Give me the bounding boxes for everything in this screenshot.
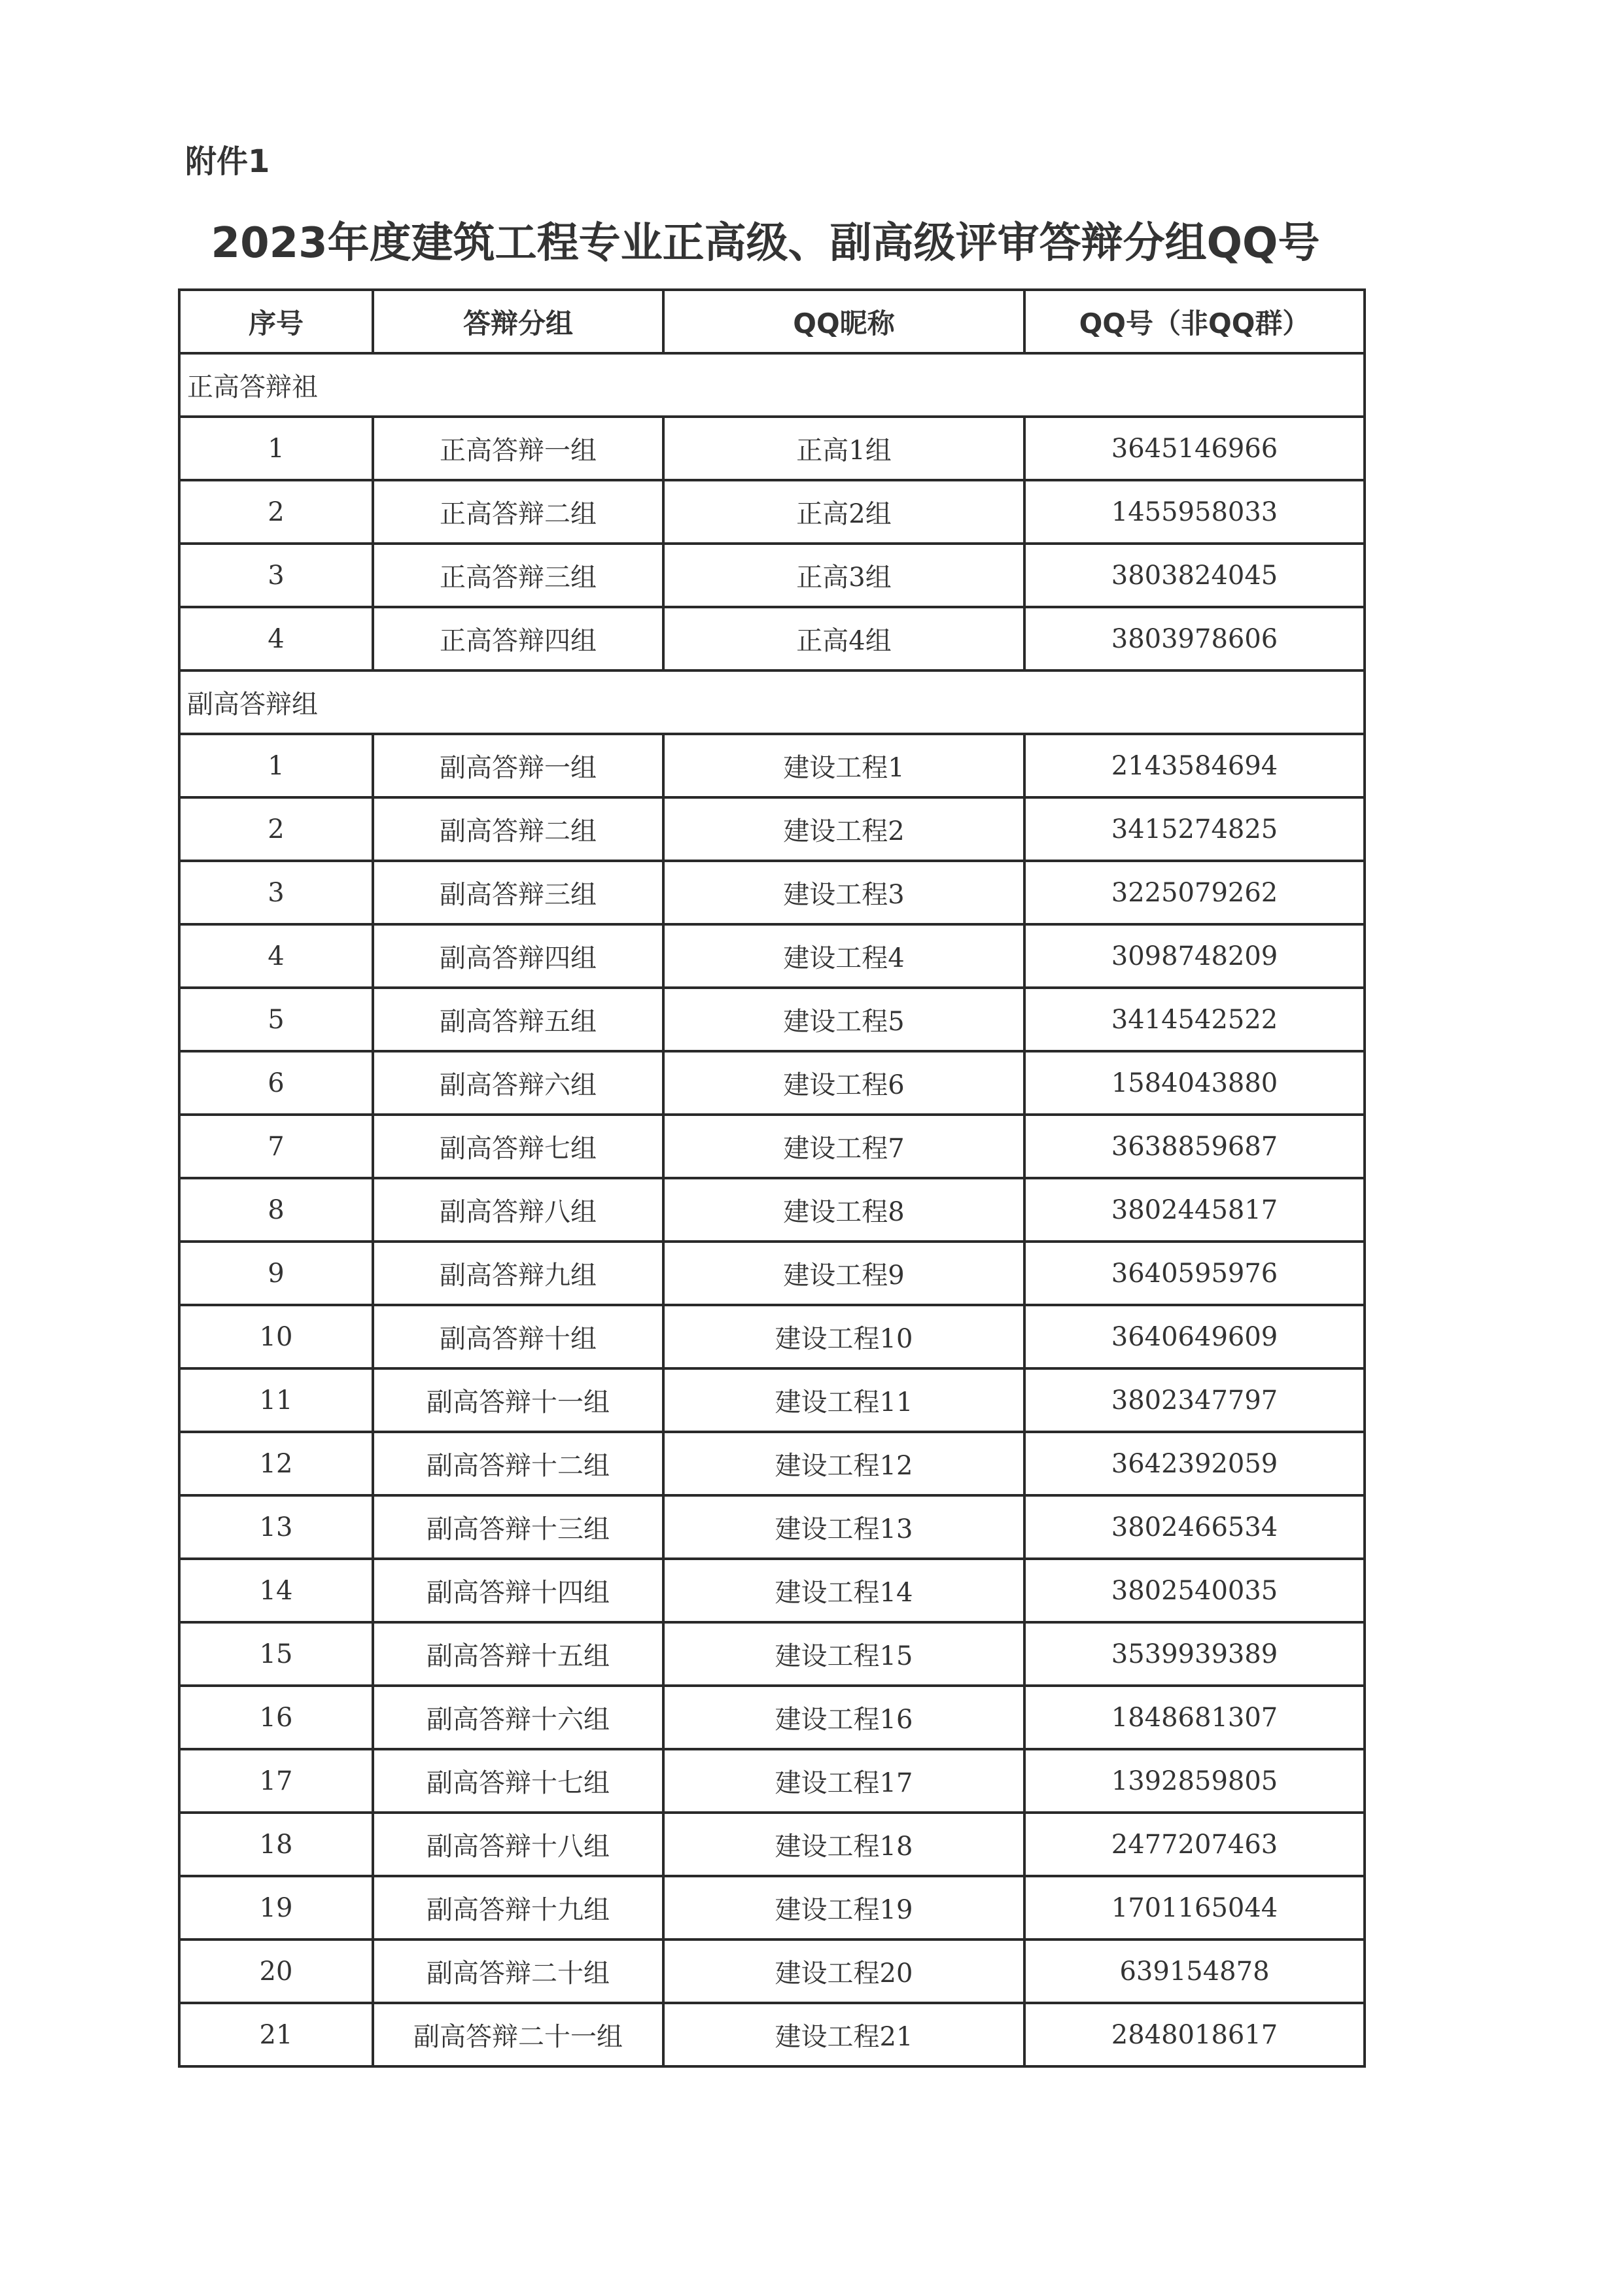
cell-qq-number: 3645146966 <box>1024 417 1365 480</box>
document-title: 2023年度建筑工程专业正高级、副高级评审答辩分组QQ号 <box>211 219 1320 268</box>
cell-nickname: 建设工程16 <box>663 1686 1024 1749</box>
cell-nickname: 建设工程19 <box>663 1876 1024 1939</box>
cell-nickname: 正高4组 <box>663 607 1024 670</box>
cell-nickname: 正高3组 <box>663 544 1024 607</box>
cell-index: 21 <box>179 2003 373 2066</box>
cell-group: 正高答辩二组 <box>373 480 663 544</box>
table-row <box>179 1305 1365 1368</box>
group-label: 副高答辩组 <box>179 670 1365 734</box>
table-row <box>179 480 1365 544</box>
cell-index: 15 <box>179 1622 373 1686</box>
cell-nickname: 建设工程5 <box>663 988 1024 1051</box>
cell-index: 16 <box>179 1686 373 1749</box>
cell-group: 副高答辩十七组 <box>373 1749 663 1813</box>
cell-group: 副高答辩十组 <box>373 1305 663 1368</box>
cell-group: 副高答辩三组 <box>373 861 663 924</box>
cell-qq-number: 3802466534 <box>1024 1495 1365 1559</box>
cell-qq-number: 3638859687 <box>1024 1115 1365 1178</box>
cell-index: 3 <box>179 544 373 607</box>
cell-nickname: 正高1组 <box>663 417 1024 480</box>
cell-group: 副高答辩五组 <box>373 988 663 1051</box>
cell-nickname: 建设工程4 <box>663 924 1024 988</box>
table-row <box>179 797 1365 861</box>
cell-group: 副高答辩六组 <box>373 1051 663 1115</box>
cell-qq-number: 3802347797 <box>1024 1368 1365 1432</box>
cell-nickname: 建设工程11 <box>663 1368 1024 1432</box>
cell-qq-number: 3802540035 <box>1024 1559 1365 1622</box>
header-index: 序号 <box>179 290 373 353</box>
cell-index: 12 <box>179 1432 373 1495</box>
cell-nickname: 建设工程3 <box>663 861 1024 924</box>
cell-group: 副高答辩二组 <box>373 797 663 861</box>
cell-group: 副高答辩十六组 <box>373 1686 663 1749</box>
cell-group: 副高答辩十二组 <box>373 1432 663 1495</box>
cell-group: 副高答辩二十组 <box>373 1939 663 2003</box>
cell-group: 副高答辩八组 <box>373 1178 663 1242</box>
cell-qq-number: 3640595976 <box>1024 1242 1365 1305</box>
cell-index: 4 <box>179 607 373 670</box>
cell-group: 副高答辩十五组 <box>373 1622 663 1686</box>
cell-index: 2 <box>179 797 373 861</box>
cell-group: 副高答辩七组 <box>373 1115 663 1178</box>
table-row <box>179 1115 1365 1178</box>
header-qq-number: QQ号（非QQ群） <box>1024 290 1365 353</box>
cell-qq-number: 3098748209 <box>1024 924 1365 988</box>
cell-group: 副高答辩一组 <box>373 734 663 797</box>
attachment-label: 附件1 <box>185 143 270 180</box>
cell-index: 3 <box>179 861 373 924</box>
cell-group: 副高答辩十四组 <box>373 1559 663 1622</box>
cell-qq-number: 3415274825 <box>1024 797 1365 861</box>
table-row <box>179 544 1365 607</box>
cell-qq-number: 3414542522 <box>1024 988 1365 1051</box>
table-row <box>179 1368 1365 1432</box>
cell-index: 8 <box>179 1178 373 1242</box>
cell-index: 2 <box>179 480 373 544</box>
table-row <box>179 1432 1365 1495</box>
cell-qq-number: 3640649609 <box>1024 1305 1365 1368</box>
cell-index: 7 <box>179 1115 373 1178</box>
cell-group: 副高答辩九组 <box>373 1242 663 1305</box>
table-row <box>179 1813 1365 1876</box>
cell-index: 11 <box>179 1368 373 1432</box>
cell-index: 1 <box>179 417 373 480</box>
cell-nickname: 建设工程21 <box>663 2003 1024 2066</box>
table-row <box>179 988 1365 1051</box>
cell-nickname: 建设工程15 <box>663 1622 1024 1686</box>
cell-group: 副高答辩十三组 <box>373 1495 663 1559</box>
cell-nickname: 正高2组 <box>663 480 1024 544</box>
qq-group-table <box>178 288 1366 2068</box>
cell-index: 13 <box>179 1495 373 1559</box>
table-row <box>179 1559 1365 1622</box>
header-nickname: QQ昵称 <box>663 290 1024 353</box>
table-row <box>179 1051 1365 1115</box>
table-row <box>179 1939 1365 2003</box>
cell-qq-number: 2848018617 <box>1024 2003 1365 2066</box>
cell-qq-number: 3225079262 <box>1024 861 1365 924</box>
cell-group: 正高答辩一组 <box>373 417 663 480</box>
cell-index: 18 <box>179 1813 373 1876</box>
cell-nickname: 建设工程8 <box>663 1178 1024 1242</box>
cell-index: 17 <box>179 1749 373 1813</box>
table-row <box>179 1622 1365 1686</box>
cell-nickname: 建设工程13 <box>663 1495 1024 1559</box>
table-row <box>179 861 1365 924</box>
cell-qq-number: 3802445817 <box>1024 1178 1365 1242</box>
cell-index: 1 <box>179 734 373 797</box>
cell-nickname: 建设工程18 <box>663 1813 1024 1876</box>
cell-qq-number: 3803824045 <box>1024 544 1365 607</box>
cell-index: 4 <box>179 924 373 988</box>
cell-index: 10 <box>179 1305 373 1368</box>
cell-group: 副高答辩十八组 <box>373 1813 663 1876</box>
table-row <box>179 1876 1365 1939</box>
table-row <box>179 417 1365 480</box>
cell-nickname: 建设工程10 <box>663 1305 1024 1368</box>
cell-nickname: 建设工程17 <box>663 1749 1024 1813</box>
header-group: 答辩分组 <box>373 290 663 353</box>
cell-index: 5 <box>179 988 373 1051</box>
cell-group: 副高答辩四组 <box>373 924 663 988</box>
cell-qq-number: 1701165044 <box>1024 1876 1365 1939</box>
cell-nickname: 建设工程9 <box>663 1242 1024 1305</box>
cell-qq-number: 1584043880 <box>1024 1051 1365 1115</box>
group-header-row <box>179 670 1365 734</box>
group-header-row <box>179 353 1365 417</box>
cell-group: 正高答辩三组 <box>373 544 663 607</box>
table-row <box>179 2003 1365 2066</box>
cell-nickname: 建设工程7 <box>663 1115 1024 1178</box>
table-body <box>179 353 1365 2066</box>
table-row <box>179 1242 1365 1305</box>
cell-nickname: 建设工程6 <box>663 1051 1024 1115</box>
cell-group: 正高答辩四组 <box>373 607 663 670</box>
cell-index: 19 <box>179 1876 373 1939</box>
table-row <box>179 607 1365 670</box>
cell-group: 副高答辩十九组 <box>373 1876 663 1939</box>
group-label: 正高答辩祖 <box>179 353 1365 417</box>
cell-qq-number: 2477207463 <box>1024 1813 1365 1876</box>
cell-group: 副高答辩二十一组 <box>373 2003 663 2066</box>
table-row <box>179 734 1365 797</box>
cell-qq-number: 3803978606 <box>1024 607 1365 670</box>
cell-nickname: 建设工程14 <box>663 1559 1024 1622</box>
table-row <box>179 1178 1365 1242</box>
cell-group: 副高答辩十一组 <box>373 1368 663 1432</box>
cell-qq-number: 1455958033 <box>1024 480 1365 544</box>
cell-index: 20 <box>179 1939 373 2003</box>
cell-nickname: 建设工程12 <box>663 1432 1024 1495</box>
cell-qq-number: 3642392059 <box>1024 1432 1365 1495</box>
table-row <box>179 924 1365 988</box>
cell-index: 6 <box>179 1051 373 1115</box>
cell-index: 14 <box>179 1559 373 1622</box>
cell-nickname: 建设工程20 <box>663 1939 1024 2003</box>
cell-nickname: 建设工程1 <box>663 734 1024 797</box>
cell-qq-number: 1392859805 <box>1024 1749 1365 1813</box>
table-row <box>179 1686 1365 1749</box>
cell-qq-number: 639154878 <box>1024 1939 1365 2003</box>
cell-nickname: 建设工程2 <box>663 797 1024 861</box>
table-row <box>179 1495 1365 1559</box>
table-row <box>179 1749 1365 1813</box>
cell-qq-number: 3539939389 <box>1024 1622 1365 1686</box>
table-header-row <box>179 290 1365 353</box>
cell-qq-number: 2143584694 <box>1024 734 1365 797</box>
cell-qq-number: 1848681307 <box>1024 1686 1365 1749</box>
cell-index: 9 <box>179 1242 373 1305</box>
